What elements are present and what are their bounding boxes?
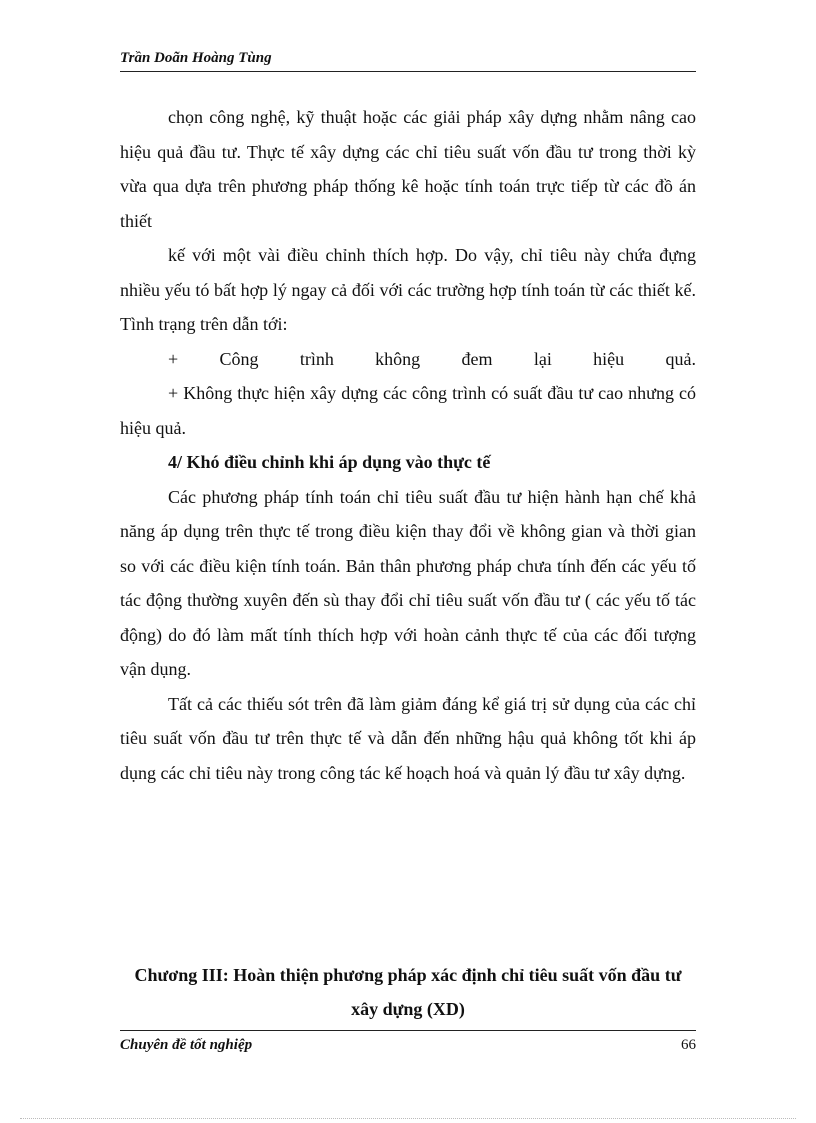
paragraph-1: chọn công nghệ, kỹ thuật hoặc các giải pháp xây dựng nhằm nâng cao hiệu quả đầu tư. Thực tế xây dựng các chỉ tiêu suất vốn đầu tư trong thời kỳ vừa qua dựa trên phương pháp thống kê hoặc tính toán trực tiếp từ các đồ án thiết — [120, 107, 696, 231]
document-body — [120, 100, 696, 790]
bullet-2: + Không thực hiện xây dựng các công trình có suất đầu tư cao nhưng có hiệu quả. — [120, 383, 696, 438]
bullet-1: + Công trình không đem lại hiệu quả. — [168, 348, 696, 369]
chapter-title-line-2: xây dựng (XD) — [351, 999, 465, 1019]
chapter-title-line-1: Chương III: Hoàn thiện phương pháp xác định chỉ tiêu suất vốn đầu tư — [134, 965, 682, 985]
page-footer — [120, 1030, 696, 1054]
section-heading: 4/ Khó điều chỉnh khi áp dụng vào thực tế — [168, 452, 491, 472]
paragraph-2: kế với một vài điều chỉnh thích hợp. Do vậy, chỉ tiêu này chứa đựng nhiều yếu tó bất hợp lý ngay cả đối với các trường hợp tính toán từ các thiết kế. Tình trạng trên dẫn tới: — [120, 245, 696, 334]
page-header-author: Trần Doãn Hoàng Tùng — [120, 50, 696, 72]
footer-title: Chuyên đề tốt nghiệp — [120, 1037, 253, 1053]
paragraph-3: Các phương pháp tính toán chỉ tiêu suất đầu tư hiện hành hạn chế khả năng áp dụng trên thực tế trong điều kiện thay đổi về không gian và thời gian so với các điều kiện tính toán. Bản thân phương pháp chưa tính đến các yếu tố tác động thường xuyên đến sù thay đổi chỉ tiêu suất vốn đầu tư ( các yếu tố tác động) do đó làm mất tính thích hợp với hoàn cảnh thực tế của các đối tượng vận dụng. — [120, 486, 696, 679]
page-number: 66 — [681, 1037, 696, 1053]
paragraph-4: Tất cả các thiếu sót trên đã làm giảm đáng kể giá trị sử dụng của các chỉ tiêu suất vốn đầu tư trên thực tế và dẫn đến những hậu quả không tốt khi áp dụng các chỉ tiêu này trong công tác kế hoạch hoá và quản lý đầu tư xây dựng. — [120, 693, 696, 783]
page-edge-divider — [20, 1118, 796, 1119]
chapter-title — [120, 958, 696, 1026]
